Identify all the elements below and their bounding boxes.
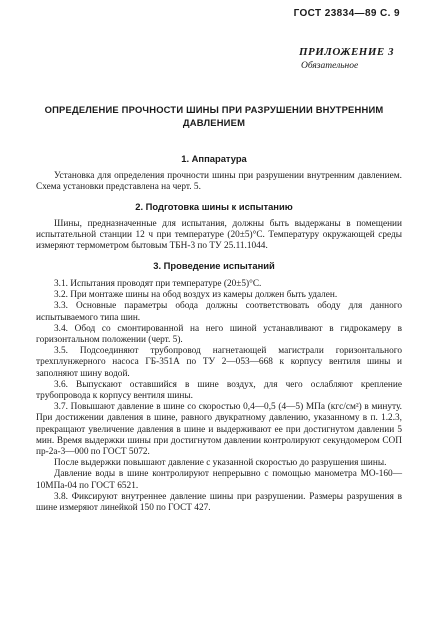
appendix-number: ПРИЛОЖЕНИЕ 3 [298, 46, 394, 58]
paragraph: 3.6. Выпускают оставшийся в шине воздух, для чего ослабляют крепление трубопровода к корпусу вентиля шины. [36, 379, 402, 402]
paragraph: Шины, предназначенные для испытания, должны быть выдержаны в помещении испытательной станции 12 ч при температуре (20±5)°С. Температуру окружающей среды измеряют термометром бытовым ТБН-3 по ТУ 25.11.1044. [36, 219, 402, 252]
paragraph: Установка для определения прочности шины при разрушении внутренним давлением. Схема установки представлена на черт. 5. [36, 171, 402, 193]
appendix-status: Обязательное [300, 61, 359, 71]
paragraph: 3.2. При монтаже шины на обод воздух из камеры должен быть удален. [54, 290, 338, 301]
section-heading-1: 1. Аппаратура [181, 153, 247, 164]
document-title-line-1: ОПРЕДЕЛЕНИЕ ПРОЧНОСТИ ШИНЫ ПРИ РАЗРУШЕНИИ ВНУТРЕННИМ [44, 104, 384, 115]
appendix-label [299, 46, 394, 71]
section-body-2 [36, 219, 402, 253]
paragraph: 3.4. Обод со смонтированной на него шиной устанавливают в гидрокамеру в горизонтальном положении (черт. 5). [36, 323, 402, 346]
section-body-3 [36, 279, 402, 514]
paragraph: 3.1. Испытания проводят при температуре (20±5)°С. [54, 279, 262, 289]
paragraph: Давление воды в шине контролируют непрерывно с помощью манометра МО-160—10МПа-04 по ГОСТ 6521. [36, 469, 402, 491]
page-header: ГОСТ 23834—89 С. 9 [293, 8, 400, 19]
section-body-1 [36, 171, 402, 193]
paragraph: 3.7. Повышают давление в шине со скоростью 0,4—0,5 (4—5) МПа (кгс/см²) в минуту. При достижении давления в шине, равного двукратному давлению, указанному в п. 1.2.3, прекращают увеличение давления в шине и выдерживают ее при достигнутом давлении 5 мин. Время выдержки шины при достигнутом давлении контролируют секундомером СОП пр-2а-3—000 по ГОСТ 5072. [36, 402, 402, 458]
section-heading-2: 2. Подготовка шины к испытанию [135, 201, 293, 212]
document-title-line-2: ДАВЛЕНИЕМ [182, 117, 246, 128]
paragraph: 3.8. Фиксируют внутреннее давление шины при разрушении. Размеры разрушения в шине измеряют линейкой 150 по ГОСТ 427. [36, 491, 402, 514]
paragraph: После выдержки повышают давление с указанной скоростью до разрушения шины. [54, 458, 387, 469]
document-title [36, 103, 392, 129]
paragraph: 3.5. Подсоединяют трубопровод нагнетающей магистрали горизонтального трехплунжерного насоса ГБ-351А по ТУ 2—053—668 к корпусу вентиля шины и заполняют шину водой. [36, 346, 402, 379]
paragraph: 3.3. Основные параметры обода должны соответствовать ободу для данного испытываемого типа шин. [36, 301, 402, 323]
section-heading-3: 3. Проведение испытаний [153, 260, 275, 271]
